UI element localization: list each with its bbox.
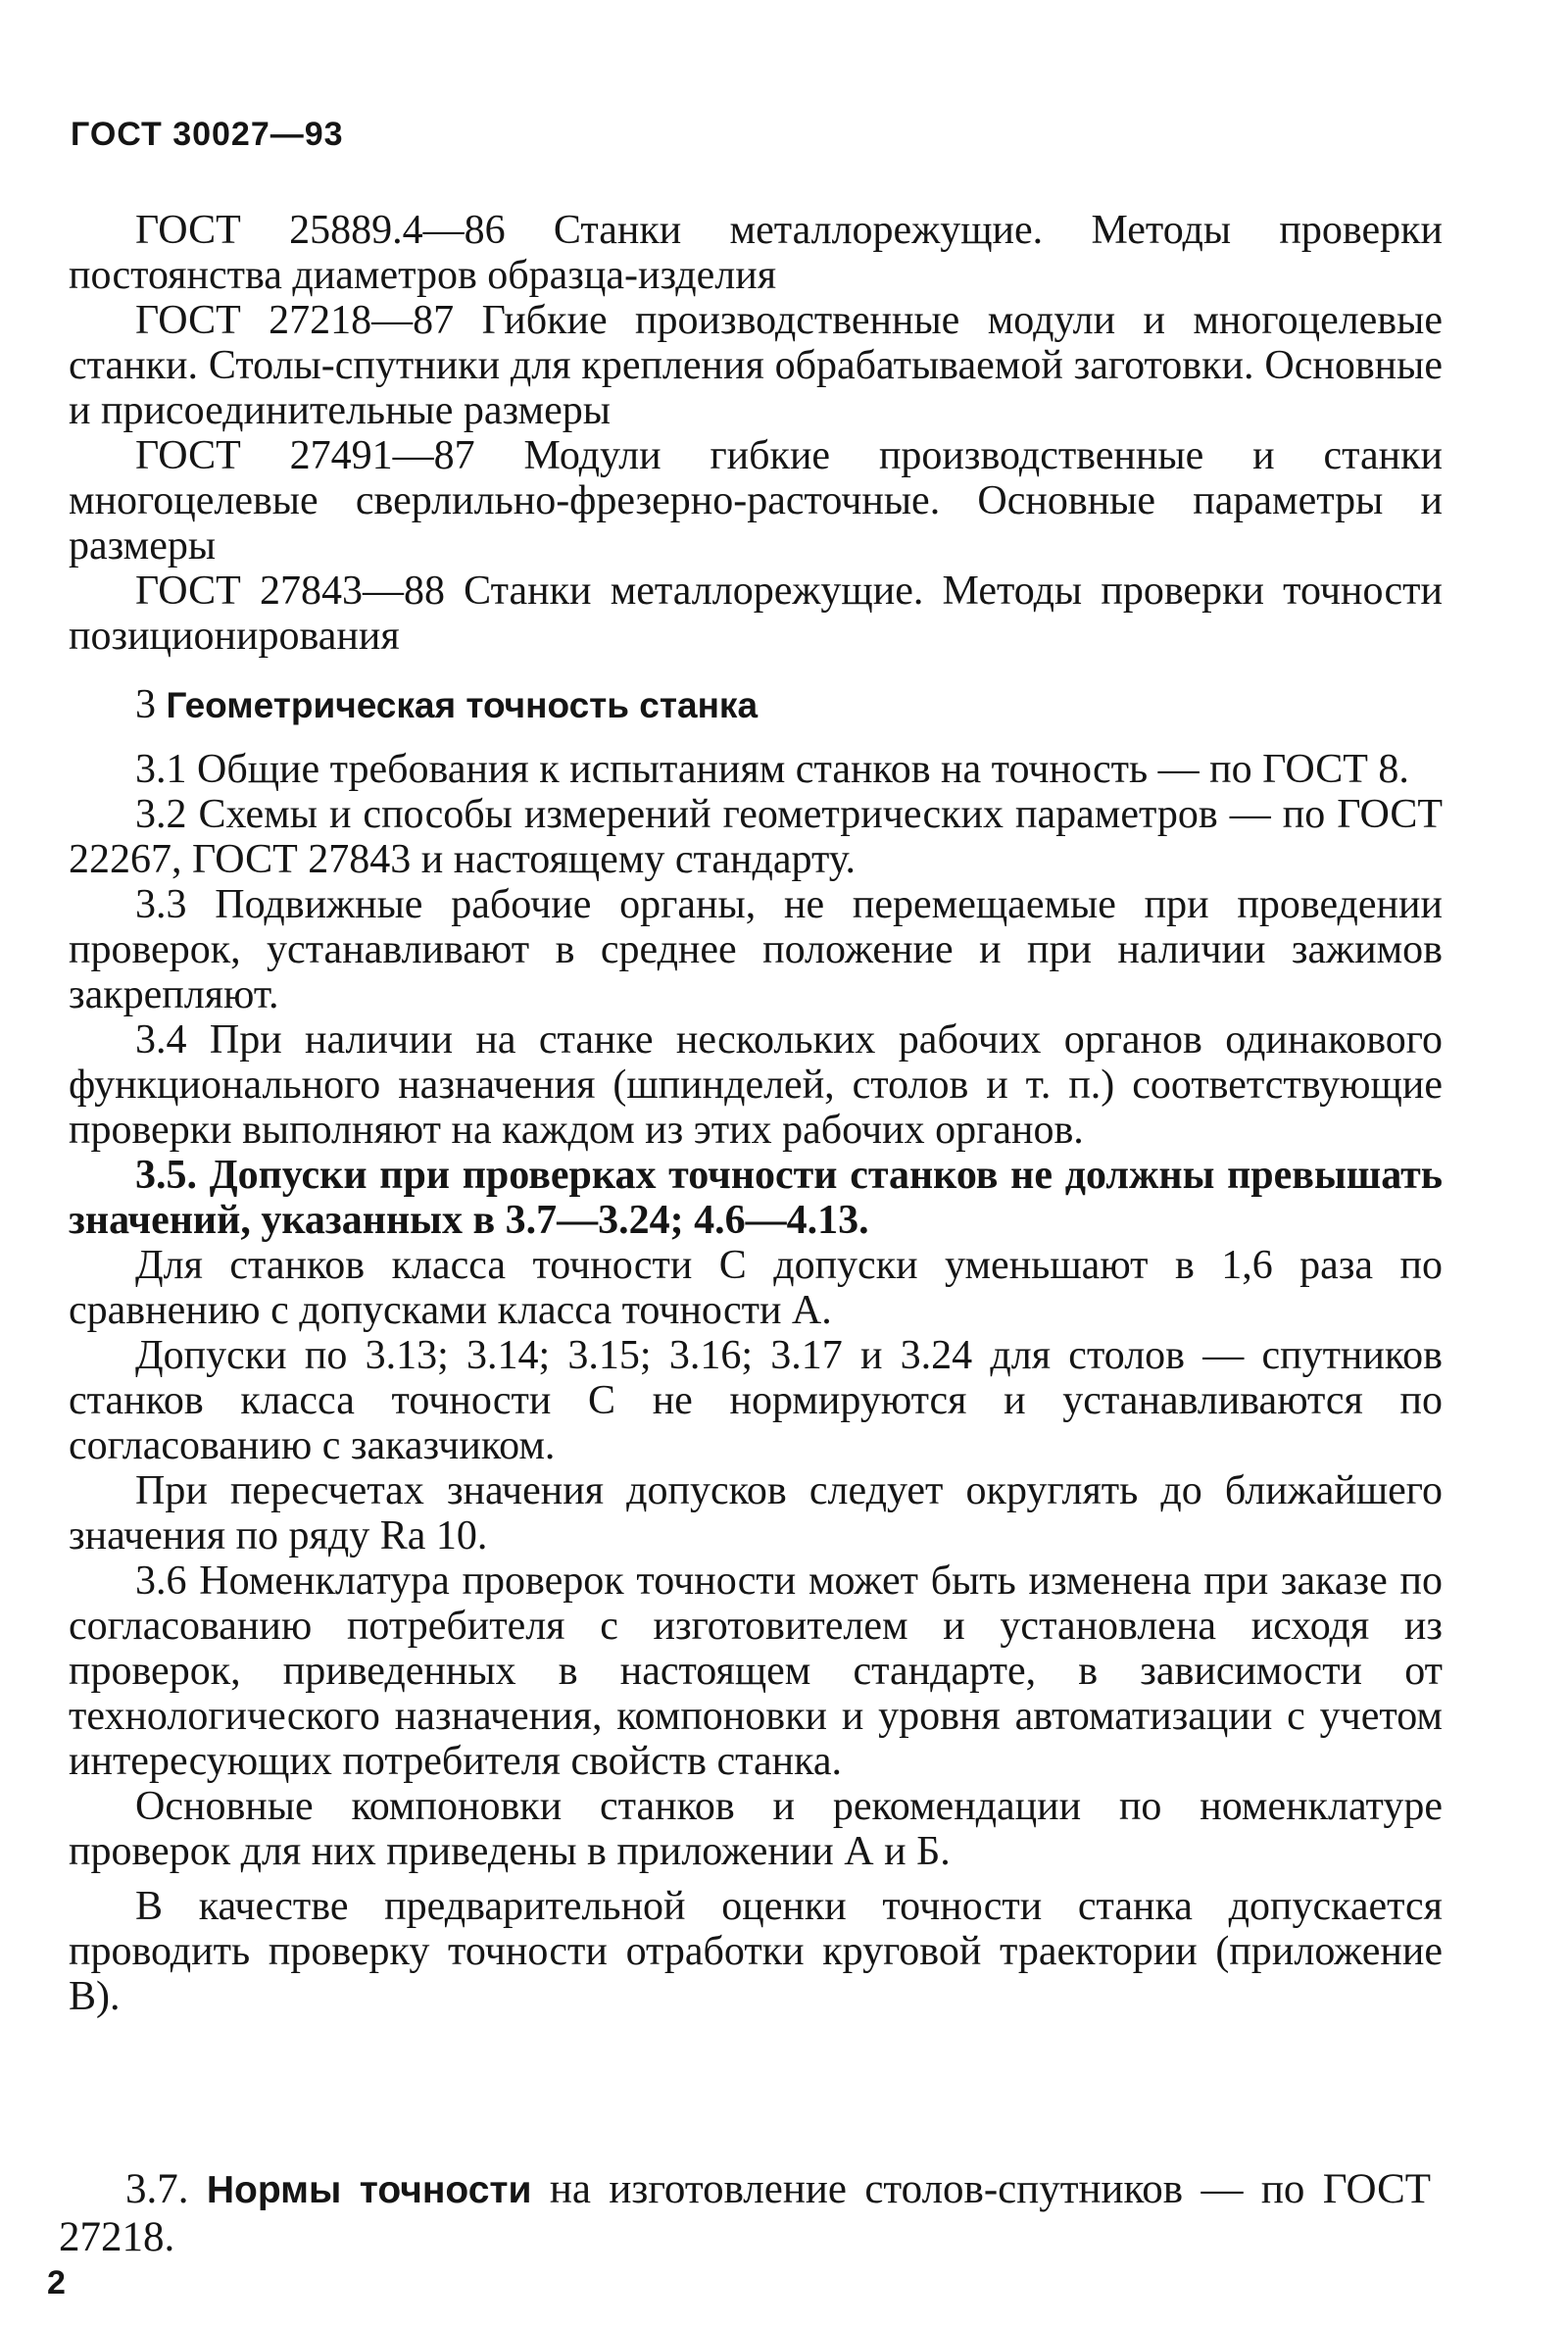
reference-item: ГОСТ 27843—88 Станки металлорежущие. Методы проверки точности позиционирования <box>69 569 1443 659</box>
paragraph: Основные компоновки станков и рекомендации по номенклатуре проверок для них приведены в приложении А и Б. <box>69 1784 1443 1874</box>
section-title: Геометрическая точность станка <box>166 685 759 725</box>
reference-item: ГОСТ 27218—87 Гибкие производственные модули и многоцелевые станки. Столы-спутники для крепления обрабатываемой заготовки. Основные и присоединительные размеры <box>69 298 1443 433</box>
body-text <box>69 747 1443 2019</box>
paragraph: Для станков класса точности С допуски уменьшают в 1,6 раза по сравнению с допусками класса точности А. <box>69 1243 1443 1333</box>
paragraph: 3.4 При наличии на станке нескольких рабочих органов одинакового функционального назначения (шпинделей, столов и т. п.) соответствующие проверки выполняют на каждом из этих рабочих органов. <box>69 1017 1443 1153</box>
section-number: 3 <box>135 682 156 727</box>
document-header: ГОСТ 30027—93 <box>71 116 344 153</box>
paragraph: 3.5. Допуски при проверках точности станков не должны превышать значений, указанных в 3.7—3.24; 4.6—4.13. <box>69 1153 1443 1243</box>
reference-item: ГОСТ 25889.4—86 Станки металлорежущие. Методы проверки постоянства диаметров образца-изделия <box>69 208 1443 298</box>
paragraph: 3.1 Общие требования к испытаниям станков на точность — по ГОСТ 8. <box>135 747 1409 792</box>
paragraph: Допуски по 3.13; 3.14; 3.15; 3.16; 3.17 и 3.24 для столов — спутников станков класса точности С не нормируются и устанавливаются по согласованию с заказчиком. <box>69 1333 1443 1468</box>
paragraph: 3.2 Схемы и способы измерений геометрических параметров — по ГОСТ 22267, ГОСТ 27843 и настоящему стандарту. <box>69 792 1443 882</box>
clause-text: на изготовление столов-спутников — по ГОСТ 27218. <box>59 2166 1432 2260</box>
paragraph: При пересчетах значения допусков следует округлять до ближайшего значения по ряду Ra 10. <box>69 1468 1443 1558</box>
paragraph: 3.6 Номенклатура проверок точности может быть изменена при заказе по согласованию потребителя с изготовителем и установлена исходя из проверок, приведенных в настоящем стандарте, в зависимости от технологического назначения, компоновки и уровня автоматизации с учетом интересующих потребителя свойств станка. <box>69 1558 1443 1784</box>
reference-item: ГОСТ 27491—87 Модули гибкие производственные и станки многоцелевые сверлильно-фрезерно-расточные. Основные параметры и размеры <box>69 433 1443 569</box>
section-heading <box>135 682 758 728</box>
clause-title: Нормы точности <box>206 2169 532 2211</box>
clause-number: 3.7. <box>125 2166 189 2212</box>
references-list <box>69 208 1443 659</box>
page-number: 2 <box>47 2264 66 2301</box>
paragraph: В качестве предварительной оценки точности станка допускается проводить проверку точности отработки круговой траектории (приложение В). <box>69 1884 1443 2019</box>
final-paragraph <box>59 2166 1431 2261</box>
paragraph: 3.3 Подвижные рабочие органы, не перемещаемые при проведении проверок, устанавливают в среднее положение и при наличии зажимов закрепляют. <box>69 882 1443 1017</box>
